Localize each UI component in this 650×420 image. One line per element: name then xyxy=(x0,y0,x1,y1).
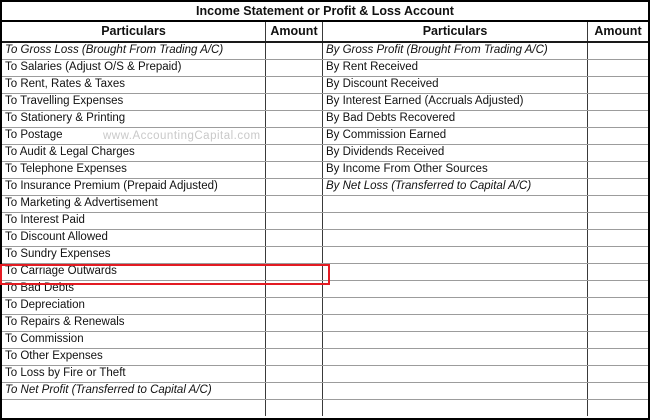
table-row xyxy=(2,383,648,400)
header-particulars-left: Particulars xyxy=(2,22,266,41)
particulars-left-cell: To Repairs & Renewals xyxy=(2,315,266,331)
amount-right-cell xyxy=(588,60,648,76)
table-row xyxy=(2,298,648,315)
particulars-left-cell: To Commission xyxy=(2,332,266,348)
table-header-row xyxy=(2,22,648,43)
particulars-left-cell: To Audit & Legal Charges xyxy=(2,145,266,161)
particulars-left-cell: To Postage xyxy=(2,128,266,144)
particulars-right-cell xyxy=(323,315,588,331)
particulars-left-cell xyxy=(2,400,266,416)
amount-right-cell xyxy=(588,128,648,144)
table-row xyxy=(2,60,648,77)
amount-right-cell xyxy=(588,179,648,195)
table-row xyxy=(2,179,648,196)
table-row xyxy=(2,332,648,349)
table-body xyxy=(2,43,648,416)
amount-right-cell xyxy=(588,145,648,161)
amount-right-cell xyxy=(588,383,648,399)
amount-left-cell xyxy=(266,349,323,365)
particulars-left-cell: To Discount Allowed xyxy=(2,230,266,246)
table-row xyxy=(2,128,648,145)
table-row xyxy=(2,94,648,111)
particulars-right-cell xyxy=(323,230,588,246)
table-row xyxy=(2,349,648,366)
header-amount-left: Amount xyxy=(266,22,323,41)
particulars-left-cell: To Gross Loss (Brought From Trading A/C) xyxy=(2,43,266,59)
particulars-left-cell: To Stationery & Printing xyxy=(2,111,266,127)
amount-right-cell xyxy=(588,264,648,280)
particulars-right-cell: By Dividends Received xyxy=(323,145,588,161)
amount-left-cell xyxy=(266,264,323,280)
amount-left-cell xyxy=(266,94,323,110)
particulars-left-cell: To Other Expenses xyxy=(2,349,266,365)
particulars-right-cell: By Income From Other Sources xyxy=(323,162,588,178)
particulars-left-cell: To Depreciation xyxy=(2,298,266,314)
particulars-left-cell: To Bad Debts xyxy=(2,281,266,297)
amount-left-cell xyxy=(266,60,323,76)
particulars-left-cell: To Marketing & Advertisement xyxy=(2,196,266,212)
amount-left-cell xyxy=(266,332,323,348)
amount-right-cell xyxy=(588,111,648,127)
amount-left-cell xyxy=(266,315,323,331)
particulars-left-cell: To Sundry Expenses xyxy=(2,247,266,263)
particulars-right-cell: By Bad Debts Recovered xyxy=(323,111,588,127)
particulars-right-cell: By Commission Earned xyxy=(323,128,588,144)
amount-left-cell xyxy=(266,77,323,93)
amount-left-cell xyxy=(266,383,323,399)
amount-right-cell xyxy=(588,43,648,59)
amount-left-cell xyxy=(266,196,323,212)
particulars-left-cell: To Salaries (Adjust O/S & Prepaid) xyxy=(2,60,266,76)
amount-left-cell xyxy=(266,400,323,416)
amount-right-cell xyxy=(588,281,648,297)
particulars-right-cell xyxy=(323,298,588,314)
amount-right-cell xyxy=(588,247,648,263)
amount-right-cell xyxy=(588,213,648,229)
watermark: www.AccountingCapital.com xyxy=(103,130,261,142)
table-row-highlighted xyxy=(2,264,648,281)
table-row xyxy=(2,145,648,162)
particulars-right-cell xyxy=(323,264,588,280)
particulars-right-cell xyxy=(323,366,588,382)
particulars-left-cell: To Telephone Expenses xyxy=(2,162,266,178)
amount-left-cell xyxy=(266,366,323,382)
table-row xyxy=(2,77,648,94)
header-particulars-right: Particulars xyxy=(323,22,588,41)
amount-left-cell xyxy=(266,298,323,314)
amount-right-cell xyxy=(588,332,648,348)
particulars-left-cell: To Insurance Premium (Prepaid Adjusted) xyxy=(2,179,266,195)
particulars-left-cell: To Interest Paid xyxy=(2,213,266,229)
table-row xyxy=(2,230,648,247)
amount-right-cell xyxy=(588,315,648,331)
amount-left-cell xyxy=(266,145,323,161)
amount-right-cell xyxy=(588,298,648,314)
table-row xyxy=(2,111,648,128)
particulars-right-cell xyxy=(323,349,588,365)
table-row xyxy=(2,247,648,264)
table-row xyxy=(2,281,648,298)
amount-right-cell xyxy=(588,400,648,416)
table-row xyxy=(2,315,648,332)
table-row xyxy=(2,400,648,416)
amount-right-cell xyxy=(588,230,648,246)
particulars-right-cell xyxy=(323,332,588,348)
amount-left-cell xyxy=(266,213,323,229)
amount-left-cell xyxy=(266,43,323,59)
table-row xyxy=(2,366,648,383)
amount-left-cell xyxy=(266,281,323,297)
particulars-left-cell: To Rent, Rates & Taxes xyxy=(2,77,266,93)
amount-right-cell xyxy=(588,94,648,110)
particulars-left-cell: To Loss by Fire or Theft xyxy=(2,366,266,382)
particulars-right-cell: By Rent Received xyxy=(323,60,588,76)
particulars-left-cell: To Carriage Outwards xyxy=(2,264,266,280)
particulars-right-cell: By Discount Received xyxy=(323,77,588,93)
particulars-right-cell xyxy=(323,247,588,263)
header-amount-right: Amount xyxy=(594,24,642,38)
particulars-right-cell xyxy=(323,213,588,229)
table-row xyxy=(2,213,648,230)
amount-left-cell xyxy=(266,179,323,195)
amount-right-cell xyxy=(588,77,648,93)
table-row xyxy=(2,43,648,60)
particulars-right-cell: By Gross Profit (Brought From Trading A/C) xyxy=(323,43,588,59)
particulars-right-cell xyxy=(323,383,588,399)
amount-left-cell xyxy=(266,128,323,144)
amount-left-cell xyxy=(266,230,323,246)
particulars-right-cell xyxy=(323,400,588,416)
particulars-left-cell: To Travelling Expenses xyxy=(2,94,266,110)
amount-right-cell xyxy=(588,349,648,365)
table-row xyxy=(2,196,648,213)
particulars-right-cell: By Net Loss (Transferred to Capital A/C) xyxy=(323,179,588,195)
table-row xyxy=(2,162,648,179)
amount-right-cell xyxy=(588,366,648,382)
particulars-right-cell: By Interest Earned (Accruals Adjusted) xyxy=(323,94,588,110)
table-title: Income Statement or Profit & Loss Account xyxy=(2,2,648,22)
amount-left-cell xyxy=(266,247,323,263)
amount-left-cell xyxy=(266,162,323,178)
amount-right-cell xyxy=(588,162,648,178)
amount-left-cell xyxy=(266,111,323,127)
particulars-left-cell: To Net Profit (Transferred to Capital A/C) xyxy=(2,383,266,399)
amount-right-cell xyxy=(588,196,648,212)
particulars-right-cell xyxy=(323,281,588,297)
particulars-right-cell xyxy=(323,196,588,212)
